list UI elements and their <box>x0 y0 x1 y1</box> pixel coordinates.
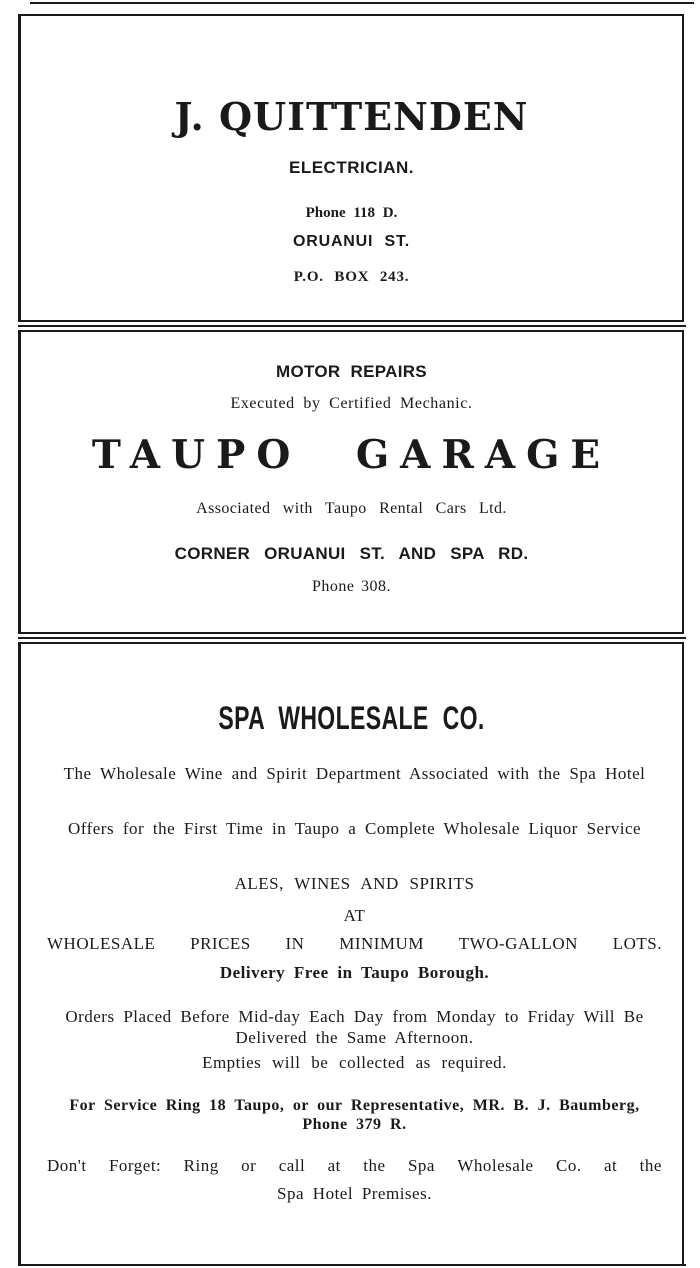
pricing-word: TWO-GALLON <box>458 934 578 953</box>
pricing-word: PRICES <box>190 934 251 953</box>
description-paragraph: The Wholesale Wine and Spirit Department Associated with the Spa Hotel <box>63 764 646 783</box>
association-note: Associated with Taupo Rental Cars Ltd. <box>196 500 507 517</box>
advertiser-name: J. QUITTENDEN <box>174 94 529 139</box>
reminder-word: the <box>363 1156 386 1175</box>
section-heading: MOTOR REPAIRS <box>276 362 427 381</box>
pricing-word: MINIMUM <box>339 934 424 953</box>
reminder-word: or <box>241 1156 257 1175</box>
reminder-word: Don't <box>47 1156 87 1175</box>
pricing-word: IN <box>285 934 305 953</box>
reminder-word: Ring <box>183 1156 219 1175</box>
pricing-word: LOTS. <box>612 934 662 953</box>
product-line: ALES, WINES AND SPIRITS <box>234 874 475 893</box>
reminder-word: at <box>603 1156 618 1175</box>
divider-rule <box>18 325 686 327</box>
reminder-word: Spa <box>407 1156 435 1175</box>
divider-rule <box>18 637 686 639</box>
trade-label: ELECTRICIAN. <box>289 158 414 177</box>
po-box: P.O. BOX 243. <box>293 269 410 285</box>
delivery-note: Delivery Free in Taupo Borough. <box>219 963 490 982</box>
offer-paragraph: Offers for the First Time in Taupo a Complete Wholesale Liquor Service <box>67 819 642 838</box>
top-rule <box>30 2 694 4</box>
reminder-word: Forget: <box>108 1156 162 1175</box>
orders-paragraph: Orders Placed Before Mid-day Each Day from Monday to Friday Will Be Delivered the Same Afternoon. <box>65 1007 644 1047</box>
business-name: SPA WHOLESALE CO. <box>218 700 485 736</box>
premises-line: Spa Hotel Premises. <box>277 1184 432 1203</box>
service-paragraph: For Service Ring 18 Taupo, or our Representative, MR. B. J. Baumberg, Phone 379 R. <box>69 1097 640 1133</box>
reminder-word: at <box>327 1156 341 1175</box>
pricing-word: WHOLESALE <box>47 934 156 953</box>
ad-spa-wholesale <box>18 642 684 1266</box>
reminder-word: the <box>639 1156 662 1175</box>
reminder-word: call <box>278 1156 306 1175</box>
phone-number: Phone 118 D. <box>305 205 398 221</box>
business-name: TAUPO GARAGE <box>91 432 612 478</box>
pricing-line <box>47 934 662 954</box>
reminder-word: Wholesale <box>457 1156 534 1175</box>
street-address: ORUANUI ST. <box>292 233 411 250</box>
street-address: CORNER ORUANUI ST. AND SPA RD. <box>174 544 529 563</box>
product-connector: AT <box>343 906 366 925</box>
bottom-rule <box>18 1264 686 1266</box>
ad-quittenden <box>18 14 684 322</box>
tagline: Executed by Certified Mechanic. <box>230 395 473 412</box>
reminder-word: Co. <box>556 1156 582 1175</box>
phone-number: Phone 308. <box>312 578 391 595</box>
ad-taupo-garage <box>18 330 684 634</box>
empties-note: Empties will be collected as required. <box>202 1053 507 1072</box>
reminder-line <box>47 1156 662 1176</box>
